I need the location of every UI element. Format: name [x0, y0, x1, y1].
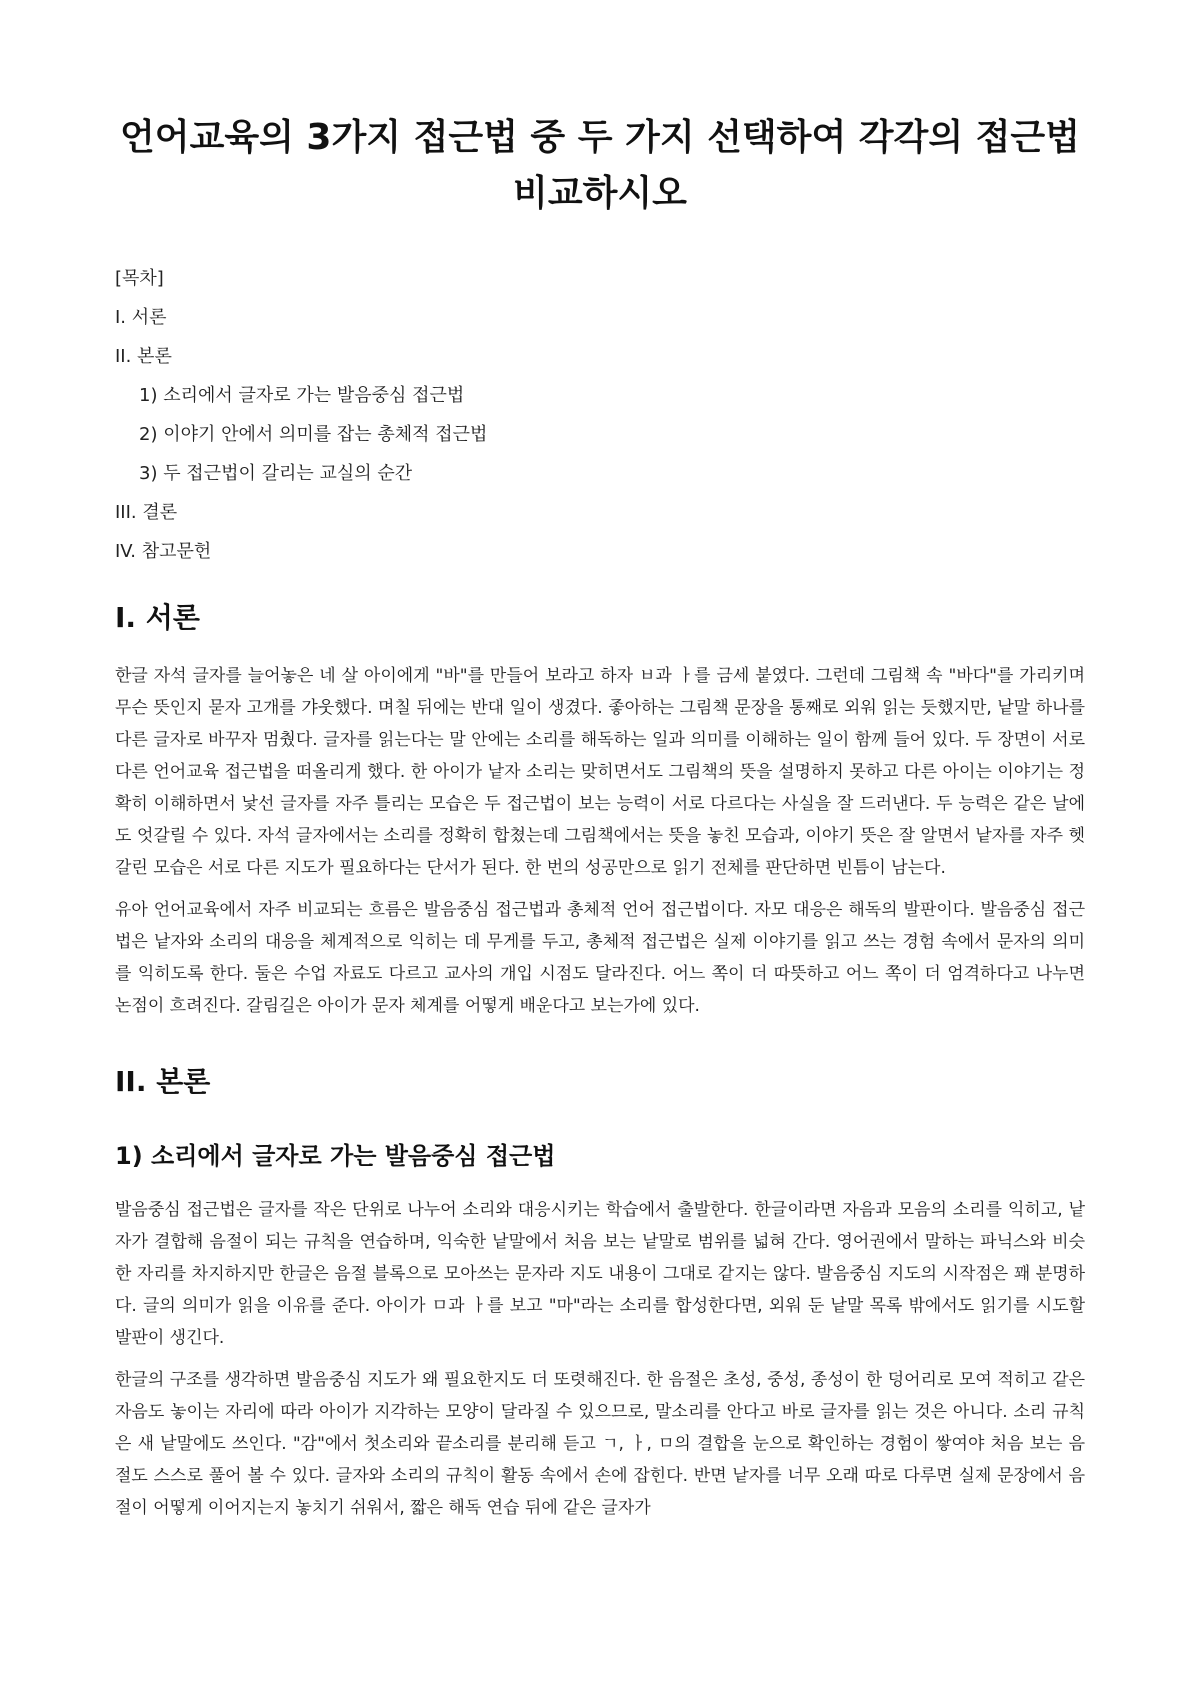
toc-item-conclusion: III. 결론	[115, 502, 178, 523]
toc-item-body-2: 2) 이야기 안에서 의미를 잡는 총체적 접근법	[139, 424, 488, 445]
toc-item-body-1: 1) 소리에서 글자로 가는 발음중심 접근법	[139, 385, 465, 406]
section-heading-intro: I. 서론	[115, 601, 200, 634]
section-heading-body: II. 본론	[115, 1065, 211, 1098]
paragraph: 유아 언어교육에서 자주 비교되는 흐름은 발음중심 접근법과 총체적 언어 접근법이다. 자모 대응은 해독의 발판이다. 발음중심 접근법은 낱자와 소리의 대응을 체계적으로 익히는 데 무게를 두고, 총체적 접근법은 실제 이야기를 읽고 쓰는 경험 속에서 문자의 의미를 익히도록 한다. 둘은 수업 자료도 다르고 교사의 개입 시점도 달라진다. 어느 쪽이 더 따뜻하고 어느 쪽이 더 엄격하다고 나누면 논점이 흐려진다. 갈림길은 아이가 문자 체계를 어떻게 배운다고 보는가에 있다.	[115, 900, 1085, 1016]
subsection-heading-phonics: 1) 소리에서 글자로 가는 발음중심 접근법	[115, 1142, 556, 1170]
paragraph: 한글 자석 글자를 늘어놓은 네 살 아이에게 "바"를 만들어 보라고 하자 ㅂ과 ㅏ를 금세 붙였다. 그런데 그림책 속 "바다"를 가리키며 무슨 뜻인지 묻자 고개를 갸웃했다. 며칠 뒤에는 반대 일이 생겼다. 좋아하는 그림책 문장을 통째로 외워 읽는 듯했지만, 낱말 하나를 다른 글자로 바꾸자 멈췄다. 글자를 읽는다는 말 안에는 소리를 해독하는 일과 의미를 이해하는 일이 함께 들어 있다. 두 장면이 서로 다른 언어교육 접근법을 떠올리게 했다. 한 아이가 낱자 소리는 맞히면서도 그림책의 뜻을 설명하지 못하고 다른 아이는 이야기는 정확히 이해하면서 낯선 글자를 자주 틀리는 모습은 두 접근법이 보는 능력이 서로 다르다는 사실을 잘 드러낸다. 두 능력은 같은 날에도 엇갈릴 수 있다. 자석 글자에서는 소리를 정확히 합쳤는데 그림책에서는 뜻을 놓친 모습과, 이야기 뜻은 잘 알면서 낱자를 자주 헷갈린 모습은 서로 다른 지도가 필요하다는 단서가 된다. 한 번의 성공만으로 읽기 전체를 판단하면 빈틈이 남는다.	[115, 666, 1085, 878]
toc-item-body-3: 3) 두 접근법이 갈리는 교실의 순간	[139, 463, 413, 484]
paragraph: 발음중심 접근법은 글자를 작은 단위로 나누어 소리와 대응시키는 학습에서 출발한다. 한글이라면 자음과 모음의 소리를 익히고, 낱자가 결합해 음절이 되는 규칙을 연습하며, 익숙한 낱말에서 처음 보는 낱말로 범위를 넓혀 간다. 영어권에서 말하는 파닉스와 비슷한 자리를 차지하지만 한글은 음절 블록으로 모아쓰는 문자라 지도 내용이 그대로 같지는 않다. 발음중심 지도의 시작점은 꽤 분명하다. 글의 의미가 읽을 이유를 준다. 아이가 ㅁ과 ㅏ를 보고 "마"라는 소리를 합성한다면, 외워 둔 낱말 목록 밖에서도 읽기를 시도할 발판이 생긴다.	[115, 1200, 1085, 1348]
document-title: 언어교육의 3가지 접근법 중 두 가지 선택하여 각각의 접근법 비교하시오	[120, 117, 1080, 214]
section-body	[115, 1062, 1085, 1524]
toc-item-intro: I. 서론	[115, 307, 167, 328]
section-intro	[115, 598, 1085, 1022]
toc-item-references: IV. 참고문헌	[115, 541, 212, 562]
table-of-contents	[115, 266, 1085, 564]
paragraph: 한글의 구조를 생각하면 발음중심 지도가 왜 필요한지도 더 또렷해진다. 한 음절은 초성, 중성, 종성이 한 덩어리로 모여 적히고 같은 자음도 놓이는 자리에 따라 아이가 지각하는 모양이 달라질 수 있으므로, 말소리를 안다고 바로 글자를 읽는 것은 아니다. 소리 규칙은 새 낱말에도 쓰인다. "감"에서 첫소리와 끝소리를 분리해 듣고 ㄱ, ㅏ, ㅁ의 결합을 눈으로 확인하는 경험이 쌓여야 처음 보는 음절도 스스로 풀어 볼 수 있다. 글자와 소리의 규칙이 활동 속에서 손에 잡힌다. 반면 낱자를 너무 오래 따로 다루면 실제 문장에서 음절이 어떻게 이어지는지 놓치기 쉬워서, 짧은 해독 연습 뒤에 같은 글자가	[115, 1370, 1085, 1518]
toc-item-body: II. 본론	[115, 346, 172, 367]
toc-label: [목차]	[115, 268, 164, 289]
